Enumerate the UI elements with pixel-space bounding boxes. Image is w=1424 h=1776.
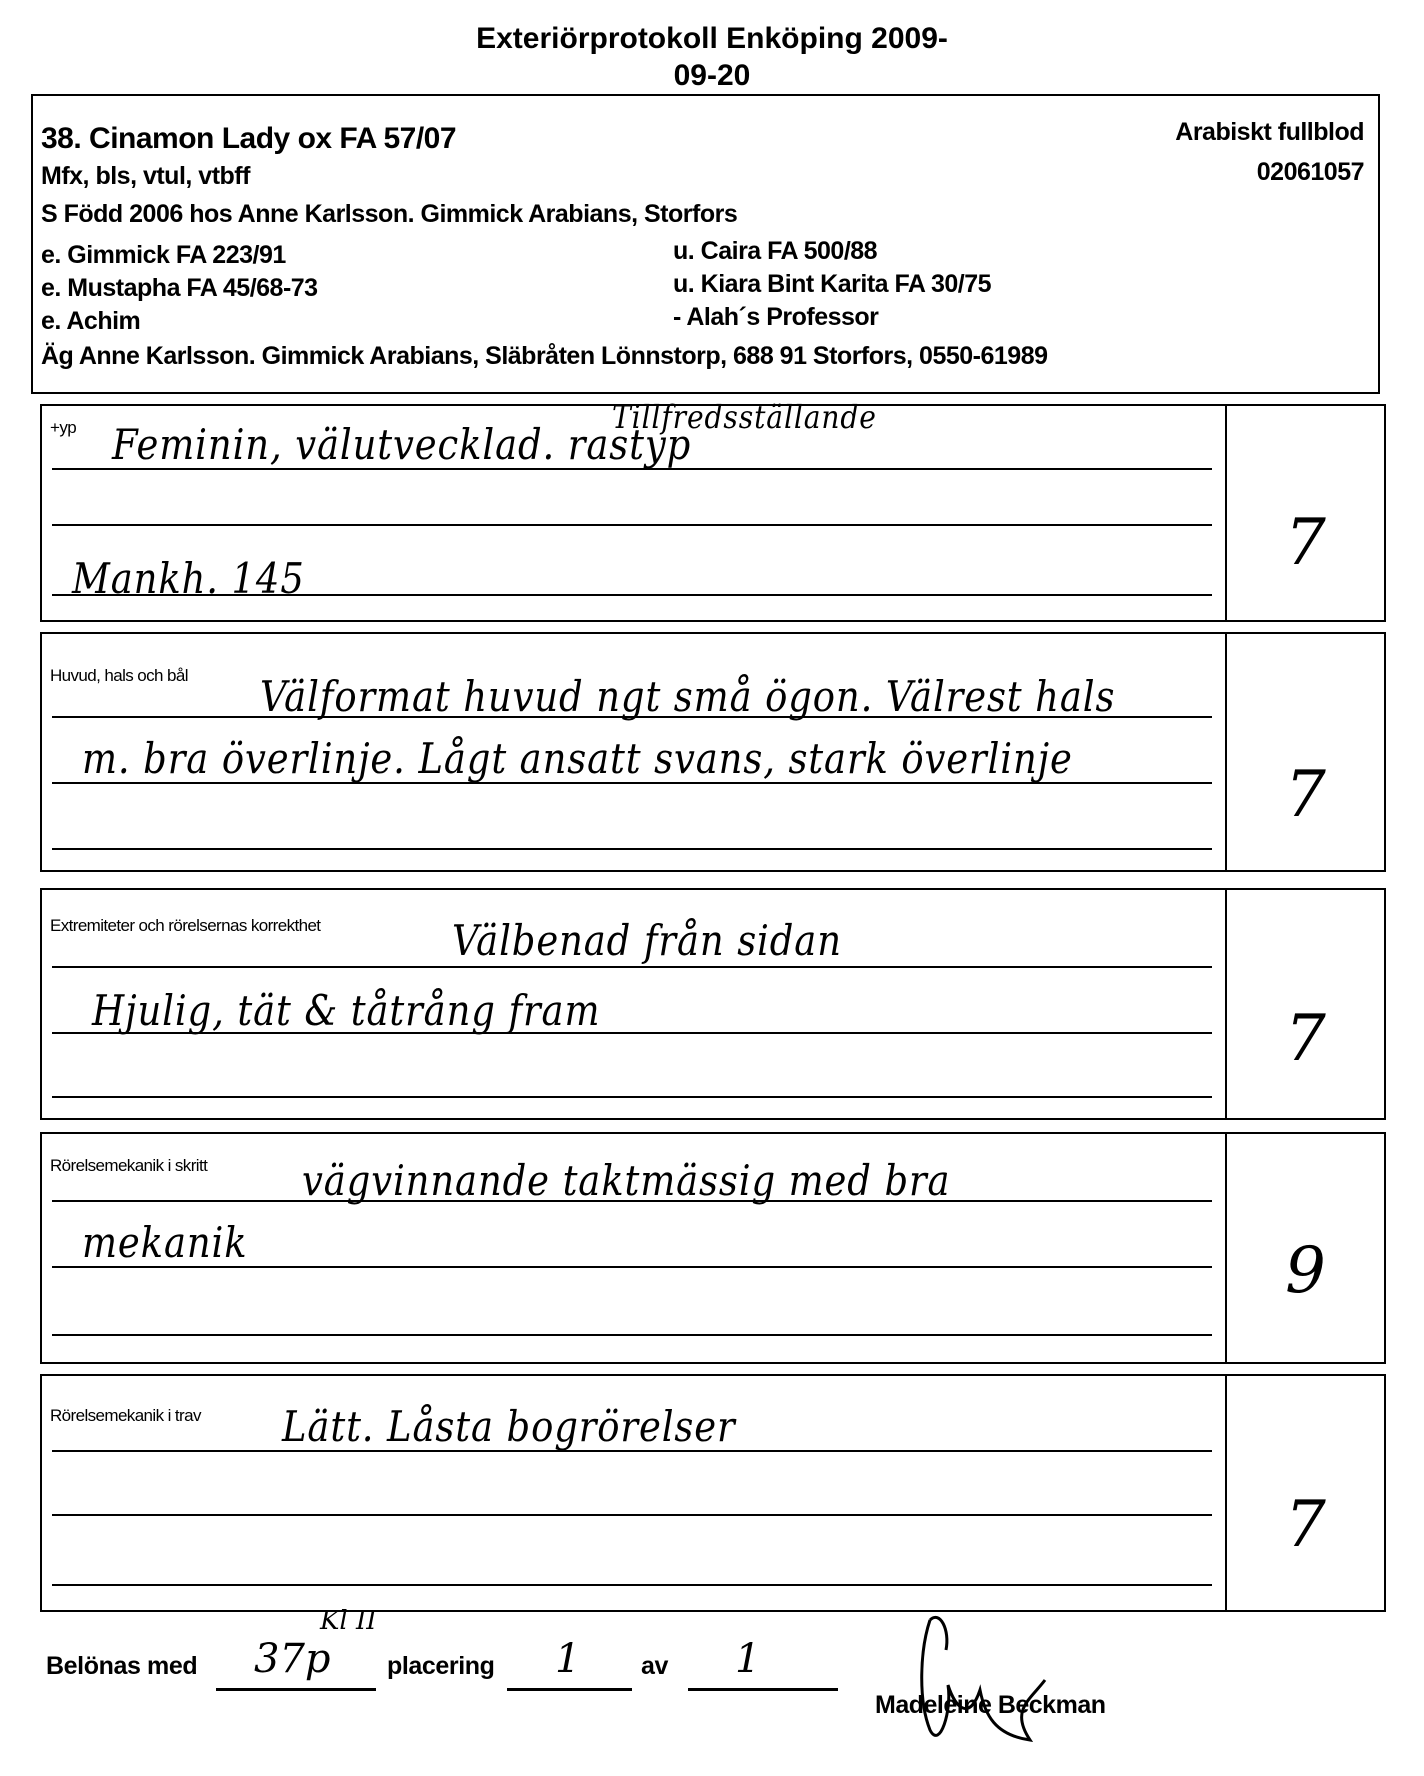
pedigree-sire-sire: e. Mustapha FA 45/68-73 [41,274,318,302]
section-walk [40,1132,1386,1364]
writing-line [52,848,1212,850]
writing-line [52,966,1212,968]
score-divider [1225,634,1227,870]
class-mark: Kl II [320,1606,377,1636]
section-head-neck-body [40,632,1386,872]
writing-line [52,594,1212,596]
horse-markings: Mfx, bls, vtul, vtbff [41,162,250,190]
title-line-1: Exteriörprotokoll Enköping 2009- [476,22,948,55]
awarded-line [216,1688,376,1691]
pedigree-sire: e. Gimmick FA 223/91 [41,241,286,269]
handwritten-line-3: Mankh. 145 [72,554,305,603]
judge-name: Madeleine Beckman [875,1691,1106,1719]
owner-line: Äg Anne Karlsson. Gimmick Arabians, Släbråten Lönnstorp, 688 91 Storfors, 0550-61989 [41,342,1048,370]
pedigree-dam-sire: - Alah´s Professor [673,303,879,331]
section-label: Huvud, hals och bål [50,666,188,685]
writing-line [52,1584,1212,1586]
awarded-value: 37p [254,1636,331,1682]
handwritten-line-1: Välbenad från sidan [452,916,842,965]
section-label: Rörelsemekanik i skritt [50,1156,208,1175]
handwritten-line-1: Lätt. Låsta bogrörelser [282,1402,736,1451]
writing-line [52,716,1212,718]
placement-value: 1 [555,1636,581,1682]
handwritten-line-2: mekanik [82,1218,248,1267]
section-score: 7 [1285,506,1326,580]
section-score: 7 [1285,758,1326,832]
pedigree-dam: u. Caira FA 500/88 [673,237,878,265]
section-type [40,398,1386,622]
of-line [688,1688,838,1691]
writing-line [52,1450,1212,1452]
handwritten-insert: Tillfredsställande [612,398,877,436]
writing-line [52,1032,1212,1034]
horse-name: 38. Cinamon Lady ox FA 57/07 [41,122,457,155]
horse-info-box [31,94,1380,394]
handwritten-line-1: Feminin, välutvecklad. rastyp [112,420,692,469]
writing-line [52,1096,1212,1098]
section-score: 7 [1285,1488,1326,1562]
of-value: 1 [735,1636,761,1682]
writing-line [52,1334,1212,1336]
pedigree-dam-dam: u. Kiara Bint Karita FA 30/75 [673,270,992,298]
placement-label: placering [387,1652,495,1680]
title-line-2: 09-20 [673,59,751,92]
writing-line [52,468,1212,470]
writing-line [52,1514,1212,1516]
handwritten-line-2: m. bra överlinje. Lågt ansatt svans, stark överlinje [82,734,1073,783]
handwritten-line-1: vägvinnande taktmässig med bra [302,1156,951,1205]
handwritten-line-1: Välformat huvud ngt små ögon. Välrest hals [260,672,1116,721]
pedigree-sire-sire-sire: e. Achim [41,307,141,335]
section-label: +yp [50,418,77,437]
writing-line [52,782,1212,784]
awarded-label: Belönas med [46,1652,198,1680]
breed: Arabiskt fullblod [1175,118,1364,146]
section-label: Extremiteter och rörelsernas korrekthet [50,916,321,935]
writing-line [52,524,1212,526]
writing-line [52,1200,1212,1202]
placement-line [507,1688,632,1691]
section-score: 7 [1285,1002,1326,1076]
section-limbs [40,888,1386,1120]
section-trot [40,1374,1386,1612]
section-score: 9 [1285,1234,1326,1308]
handwritten-line-2: Hjulig, tät & tåtrång fram [92,986,601,1035]
judge-signature [900,1590,1080,1760]
breeder-line: S Född 2006 hos Anne Karlsson. Gimmick Arabians, Storfors [41,200,738,228]
registration-number: 02061057 [1256,158,1364,186]
section-label: Rörelsemekanik i trav [50,1406,201,1425]
writing-line [52,1266,1212,1268]
of-label: av [641,1652,669,1680]
